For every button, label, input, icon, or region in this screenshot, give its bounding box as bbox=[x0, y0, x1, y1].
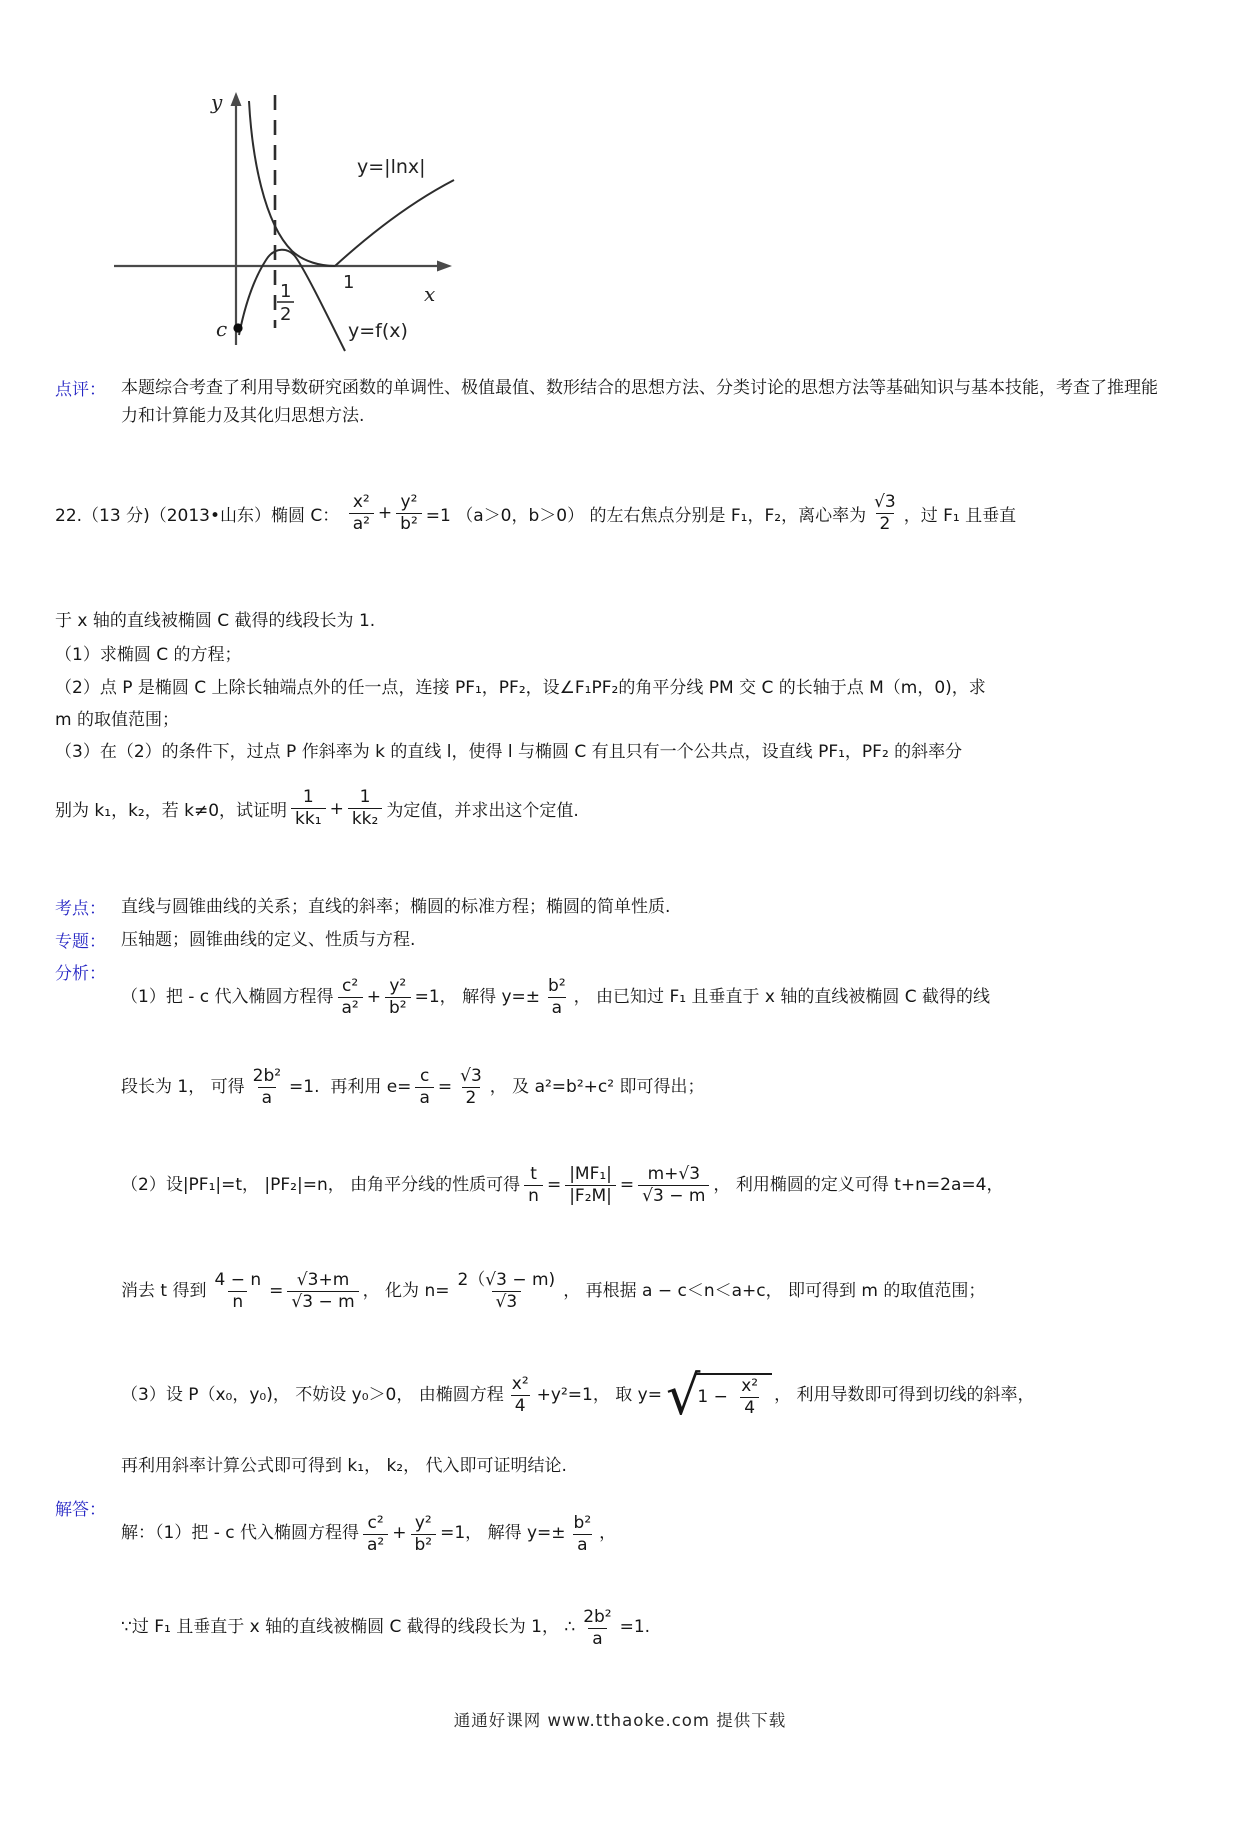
denominator: kk₁ bbox=[291, 808, 326, 829]
numerator: 1 bbox=[302, 787, 314, 808]
denominator: 2 bbox=[876, 513, 895, 534]
fraction-x2-4 bbox=[508, 1375, 533, 1416]
numerator: y² bbox=[414, 1512, 432, 1533]
analysis-text: 消去 t 得到 bbox=[121, 1281, 207, 1302]
point-c-label: c bbox=[216, 317, 228, 341]
radical-sign: √ bbox=[665, 1363, 701, 1427]
numerator: y² bbox=[400, 491, 418, 512]
fraction-2b2-a bbox=[579, 1608, 615, 1649]
analysis-text: ， 化为 n= bbox=[362, 1281, 450, 1302]
analysis-text: ， 利用导数即可得到切线的斜率， bbox=[774, 1385, 1035, 1406]
y-axis-arrow bbox=[231, 92, 242, 106]
analysis-1-line1 bbox=[121, 959, 1170, 1037]
comment-label: 点评： bbox=[55, 380, 106, 400]
analysis-label: 分析： bbox=[55, 963, 106, 984]
kaodian-label: 考点： bbox=[55, 898, 106, 919]
x-tick-half-denominator: 2 bbox=[280, 304, 292, 325]
function-graph-figure bbox=[108, 85, 473, 353]
solution-text: =1. bbox=[619, 1617, 651, 1638]
analysis-text: （3）设 P（x₀，y₀)， 不妨设 y₀＞0， 由椭圆方程 bbox=[121, 1385, 504, 1406]
analysis-text: =1， 解得 y=± bbox=[414, 987, 541, 1008]
problem-question-1: （1）求椭圆 C 的方程； bbox=[55, 645, 242, 666]
graph-svg bbox=[108, 85, 473, 353]
curve-fx-label: y=f(x) bbox=[348, 320, 408, 342]
solution-text: 解：（1）把 - c 代入椭圆方程得 bbox=[121, 1523, 360, 1544]
denominator: 4 bbox=[740, 1397, 759, 1418]
numerator: √3 bbox=[460, 1066, 482, 1087]
numerator: c² bbox=[367, 1512, 384, 1533]
denominator: b² bbox=[385, 997, 411, 1018]
equals-sign: = bbox=[269, 1281, 284, 1302]
fraction-c2-a2 bbox=[363, 1514, 388, 1555]
zhuanti-text: 压轴题；圆锥曲线的定义、性质与方程. bbox=[121, 930, 416, 951]
problem-tail-text: ，过 F₁ 且垂直 bbox=[903, 505, 1017, 526]
solution-text: =1， 解得 y=± bbox=[440, 1523, 566, 1544]
x-axis-label: x bbox=[424, 282, 436, 306]
numerator: x² bbox=[352, 491, 370, 512]
numerator: √3+m bbox=[296, 1270, 350, 1291]
denominator: 4 bbox=[511, 1395, 530, 1416]
problem-statement-line2: 于 x 轴的直线被椭圆 C 截得的线段长为 1. bbox=[55, 611, 376, 632]
analysis-section bbox=[55, 959, 1170, 1479]
analysis-text: ， 及 a²=b²+c² 即可得出； bbox=[489, 1077, 705, 1098]
denominator: b² bbox=[396, 513, 422, 534]
y-axis-label: y bbox=[211, 90, 223, 114]
fraction-x2-a2 bbox=[349, 493, 374, 534]
plus-sign: + bbox=[366, 987, 381, 1008]
fraction-1-kk2 bbox=[348, 788, 383, 829]
solution-label: 解答： bbox=[55, 1500, 106, 1521]
document-page bbox=[0, 85, 1240, 1675]
q3-text-left: 别为 k₁，k₂，若 k≠0，试证明 bbox=[55, 801, 288, 822]
fraction-c-a bbox=[415, 1067, 433, 1108]
plus-sign: + bbox=[329, 798, 344, 819]
denominator: a bbox=[548, 997, 566, 1018]
analysis-text: =1. 再利用 e= bbox=[289, 1077, 412, 1098]
analysis-text: （2）设|PF₁|=t， |PF₂|=n， 由角平分线的性质可得 bbox=[121, 1175, 521, 1196]
x-tick-1: 1 bbox=[343, 272, 355, 293]
denominator: kk₂ bbox=[348, 808, 383, 829]
denominator: √3 bbox=[492, 1291, 522, 1312]
problem-question-3-line1: （3）在（2）的条件下，过点 P 作斜率为 k 的直线 l，使得 l 与椭圆 C 有且只有一个公共点，设直线 PF₁，PF₂ 的斜率分 bbox=[55, 742, 963, 763]
fraction-1-kk1 bbox=[291, 788, 326, 829]
curve-abs-lnx-left bbox=[249, 101, 335, 266]
analysis-2-line2 bbox=[121, 1245, 1170, 1339]
denominator: a² bbox=[338, 997, 363, 1018]
point-c-dot bbox=[233, 323, 242, 332]
numerator: 4 − n bbox=[214, 1270, 262, 1291]
solution-text: ， bbox=[599, 1523, 617, 1544]
fraction-y2-b2 bbox=[411, 1514, 437, 1555]
fraction-y2-b2 bbox=[385, 977, 411, 1018]
numerator: |MF₁| bbox=[569, 1164, 612, 1185]
numerator: c bbox=[419, 1066, 430, 1087]
numerator: x² bbox=[741, 1376, 759, 1397]
analysis-text: +y²=1， 取 y= bbox=[536, 1385, 662, 1406]
analysis-text: （1）把 - c 代入椭圆方程得 bbox=[121, 987, 334, 1008]
radicand-text: 1 − bbox=[697, 1387, 734, 1408]
numerator: b² bbox=[573, 1512, 592, 1533]
numerator: x² bbox=[511, 1374, 529, 1395]
fraction-c2-a2 bbox=[338, 977, 363, 1018]
comment-text: 本题综合考查了利用导数研究函数的单调性、极值最值、数形结合的思想方法、分类讨论的思想方法等基础知识与基本技能，考查了推理能力和计算能力及其化归思想方法. bbox=[121, 378, 1158, 426]
numerator: t bbox=[530, 1164, 537, 1185]
fraction-4n-n bbox=[210, 1271, 265, 1312]
fraction-2b2-a bbox=[249, 1067, 285, 1108]
plus-sign: + bbox=[392, 1523, 407, 1544]
analysis-text: 段长为 1， 可得 bbox=[121, 1077, 245, 1098]
fraction-b2-a bbox=[570, 1514, 596, 1555]
analysis-text: ， 再根据 a − c＜n＜a+c， 即可得到 m 的取值范围； bbox=[563, 1281, 986, 1302]
numerator: 2b² bbox=[252, 1066, 282, 1087]
denominator: a bbox=[573, 1534, 591, 1555]
equals-sign: = bbox=[546, 1175, 562, 1196]
problem-question-3-line2 bbox=[55, 770, 1170, 848]
fraction-y2-b2 bbox=[396, 493, 422, 534]
curve-abs-lnx-label: y=|lnx| bbox=[357, 156, 426, 178]
problem-conditions-text: =1 （a＞0，b＞0） 的左右焦点分别是 F₁，F₂，离心率为 bbox=[425, 505, 867, 526]
numerator: 2（√3 − m) bbox=[457, 1270, 556, 1291]
denominator: 2 bbox=[462, 1087, 481, 1108]
kaodian-text: 直线与圆锥曲线的关系；直线的斜率；椭圆的标准方程；椭圆的简单性质. bbox=[121, 896, 671, 917]
solution-content bbox=[121, 1495, 1170, 1675]
fraction-2sqrt3m-sqrt3 bbox=[453, 1271, 559, 1312]
numerator: 2b² bbox=[583, 1606, 612, 1627]
equals-sign: = bbox=[437, 1077, 453, 1098]
analysis-3-line1 bbox=[121, 1349, 1170, 1443]
fraction-b2-a bbox=[544, 977, 570, 1018]
problem-statement-line1 bbox=[55, 474, 1170, 552]
fraction-sqrt3m-sqrt3m bbox=[287, 1271, 358, 1312]
denominator: a bbox=[415, 1087, 433, 1108]
zhuanti-section bbox=[55, 927, 1170, 955]
kaodian-section bbox=[55, 894, 1170, 922]
denominator: a bbox=[258, 1087, 276, 1108]
numerator: m+√3 bbox=[647, 1164, 701, 1185]
denominator: n bbox=[228, 1291, 247, 1312]
equals-sign: = bbox=[619, 1175, 635, 1196]
denominator: b² bbox=[411, 1534, 437, 1555]
fraction-m-sqrt3 bbox=[638, 1165, 709, 1206]
sqrt-radical-expression bbox=[665, 1363, 772, 1427]
fraction-MF1-F2M bbox=[565, 1165, 616, 1206]
denominator: a bbox=[588, 1628, 606, 1649]
fraction-t-n bbox=[524, 1165, 543, 1206]
numerator: c² bbox=[342, 976, 359, 997]
problem-question-2-line2: m 的取值范围； bbox=[55, 710, 179, 731]
problem-head: 22.（13 分)（2013•山东）椭圆 C： bbox=[55, 505, 345, 526]
denominator: a² bbox=[363, 1534, 388, 1555]
problem-22 bbox=[55, 474, 1170, 848]
analysis-2-line1 bbox=[121, 1139, 1170, 1233]
denominator: √3 − m bbox=[638, 1185, 709, 1206]
fraction-sqrt3-2 bbox=[870, 493, 900, 534]
x-tick-half-numerator: 1 bbox=[280, 281, 292, 302]
numerator: y² bbox=[389, 976, 407, 997]
solution-section bbox=[55, 1495, 1170, 1675]
analysis-text: ， 由已知过 F₁ 且垂直于 x 轴的直线被椭圆 C 截得的线 bbox=[573, 987, 990, 1008]
solution-text: ∵过 F₁ 且垂直于 x 轴的直线被椭圆 C 截得的线段长为 1， ∴ bbox=[121, 1617, 576, 1638]
problem-question-2-line1: （2）点 P 是椭圆 C 上除长轴端点外的任一点，连接 PF₁，PF₂，设∠F₁PF₂的角平分线 PM 交 C 的长轴于点 M（m，0)，求 bbox=[55, 677, 986, 698]
solution-line2 bbox=[121, 1581, 1170, 1675]
plus-sign: + bbox=[377, 503, 393, 524]
analysis-content bbox=[121, 959, 1170, 1479]
fraction-x2-4 bbox=[737, 1377, 762, 1418]
fraction-sqrt3-2 bbox=[456, 1067, 486, 1108]
numerator: √3 bbox=[874, 491, 896, 512]
zhuanti-label: 专题： bbox=[55, 932, 106, 953]
denominator: a² bbox=[349, 513, 374, 534]
denominator: |F₂M| bbox=[565, 1185, 616, 1206]
radicand bbox=[695, 1373, 772, 1418]
curve-abs-lnx-right bbox=[335, 180, 454, 266]
denominator: n bbox=[524, 1185, 543, 1206]
numerator: 1 bbox=[359, 787, 371, 808]
analysis-3-line2: 再利用斜率计算公式即可得到 k₁， k₂， 代入即可证明结论. bbox=[121, 1455, 567, 1476]
numerator: b² bbox=[548, 976, 566, 997]
comment-section bbox=[55, 375, 1170, 430]
footer-site-credit: 通通好课网 www.tthaoke.com 提供下载 bbox=[453, 1711, 787, 1730]
analysis-text: ， 利用椭圆的定义可得 t+n=2a=4， bbox=[713, 1175, 1004, 1196]
denominator: √3 − m bbox=[287, 1291, 358, 1312]
q3-text-right: 为定值，并求出这个定值. bbox=[386, 801, 579, 822]
analysis-1-line2 bbox=[121, 1049, 1170, 1127]
solution-line1 bbox=[121, 1495, 1170, 1573]
x-axis-arrow bbox=[437, 261, 452, 272]
